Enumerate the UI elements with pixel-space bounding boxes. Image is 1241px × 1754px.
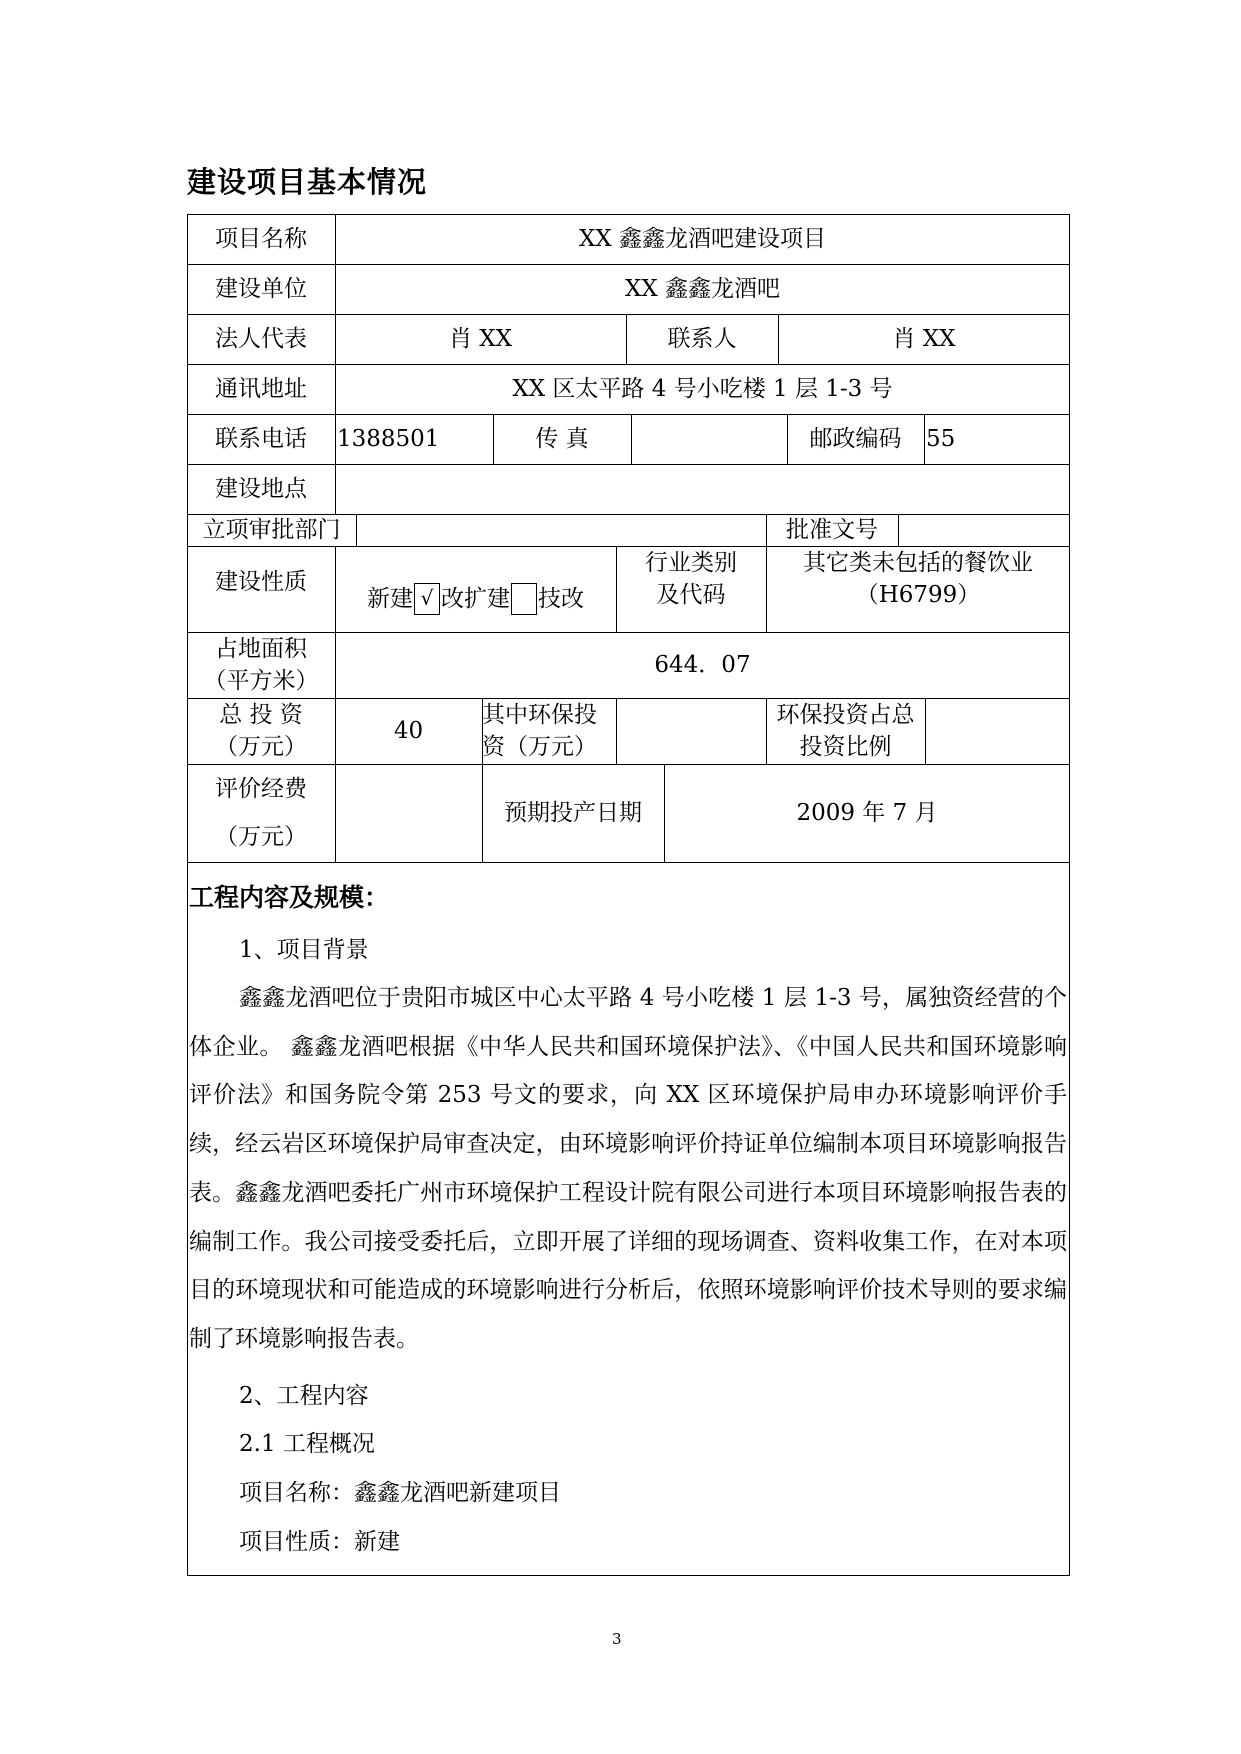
area-label-line2: （平方米）: [203, 668, 319, 694]
eval-fee-label-line2: （万元）: [215, 824, 307, 850]
site-value: [335, 464, 1070, 514]
content-heading: 工程内容及规模：: [189, 883, 390, 912]
background-paragraph: 鑫鑫龙酒吧位于贵阳市城区中心太平路 4 号小吃楼 1 层 1-3 号，属独资经营的个体企业。 鑫鑫龙酒吧根据《中华人民共和国环境保护法》、《中国人民共和国环境影响评价法》和国务院令第 253 号文的要求，向 XX 区环境保护局申办环境影响评价手续，经云岩区环境保护局审查决定，由环境影响评价持证单位编制本项目环境影响报告表。鑫鑫龙酒吧委托广州市环境保护工程设计院有限公司进行本项目环境影响报告表的编制工作。我公司接受委托后，立即开展了详细的现场调查、资料收集工作，在对本项目的环境现状和可能造成的环境影响进行分析后，依照环境影响评价技术导则的要求编制了环境影响报告表。: [189, 985, 1067, 1352]
prod-date-label: 预期投产日期: [504, 800, 642, 826]
industry-value-line1: 其它类未包括的餐饮业: [803, 550, 1033, 576]
industry-label: [616, 546, 766, 612]
nature-new-label: 新建: [367, 586, 413, 612]
nature-expand-checkbox[interactable]: [511, 583, 537, 615]
subheading-content: 2、工程内容: [239, 1383, 369, 1409]
phone-label: 联系电话: [215, 426, 307, 452]
approval-no-label: 批准文号: [786, 517, 878, 543]
fax-value: [631, 414, 787, 464]
project-nature-line: 项目性质：新建: [239, 1529, 400, 1555]
env-invest-label-line1: 其中环保投: [482, 702, 597, 728]
contact-value: 肖 XX: [892, 326, 956, 352]
invest-label: [187, 698, 335, 764]
legal-label: 法人代表: [215, 326, 307, 352]
approval-dept-label: 立项审批部门: [202, 517, 341, 543]
env-ratio-label: [766, 698, 925, 764]
unit-value: XX 鑫鑫龙酒吧: [624, 276, 781, 302]
env-invest-label-line2: 资（万元）: [482, 734, 597, 760]
env-ratio-value: [925, 698, 1070, 764]
nature-tech-label: 技改: [538, 586, 584, 612]
area-label: [187, 632, 335, 698]
invest-label-line1: 总 投 资: [219, 702, 303, 728]
invest-value: 40: [393, 718, 424, 744]
industry-value: [766, 546, 1070, 612]
area-label-line1: 占地面积: [215, 636, 307, 662]
project-name-value: XX 鑫鑫龙酒吧建设项目: [578, 226, 827, 252]
postcode-label: 邮政编码: [809, 426, 902, 452]
invest-label-line2: （万元）: [215, 734, 307, 760]
fax-label: 传 真: [535, 426, 589, 452]
env-invest-label: [482, 698, 616, 764]
unit-label: 建设单位: [215, 276, 307, 302]
legal-value: 肖 XX: [448, 326, 513, 352]
address-label: 通讯地址: [215, 376, 307, 402]
postcode-value: 55: [926, 426, 956, 452]
industry-label-line1: 行业类别: [645, 550, 737, 576]
industry-label-line2: 及代码: [656, 582, 726, 608]
nature-expand-label: 改扩建: [441, 586, 510, 612]
eval-fee-label: [187, 764, 335, 862]
industry-value-line2: （H6799）: [855, 582, 981, 608]
contact-label: 联系人: [667, 326, 737, 352]
phone-value: 1388501: [337, 426, 440, 452]
project-name-label: 项目名称: [215, 226, 307, 252]
subheading-background: 1、项目背景: [239, 937, 369, 963]
env-invest-value: [616, 698, 766, 764]
env-ratio-label-line2: 投资比例: [799, 734, 892, 760]
approval-no-value: [898, 514, 1070, 546]
eval-fee-value: [335, 764, 482, 862]
page-title: 建设项目基本情况: [187, 165, 428, 199]
project-name-line: 项目名称：鑫鑫龙酒吧新建项目: [239, 1480, 561, 1506]
site-label: 建设地点: [215, 476, 307, 502]
approval-dept-value: [356, 514, 766, 546]
nature-new-checkbox[interactable]: √: [414, 583, 440, 615]
prod-date-value: 2009 年 7 月: [796, 800, 938, 826]
address-value: XX 区太平路 4 号小吃楼 1 层 1-3 号: [512, 376, 893, 402]
env-ratio-label-line1: 环保投资占总: [776, 702, 915, 728]
eval-fee-label-line1: 评价经费: [215, 776, 307, 802]
subheading-overview: 2.1 工程概况: [239, 1431, 375, 1457]
row-divider: [187, 862, 1070, 863]
nature-label: 建设性质: [215, 569, 307, 595]
nature-options: [335, 574, 616, 624]
area-value: 644．07: [654, 652, 751, 678]
page-number: 3: [612, 1630, 622, 1648]
